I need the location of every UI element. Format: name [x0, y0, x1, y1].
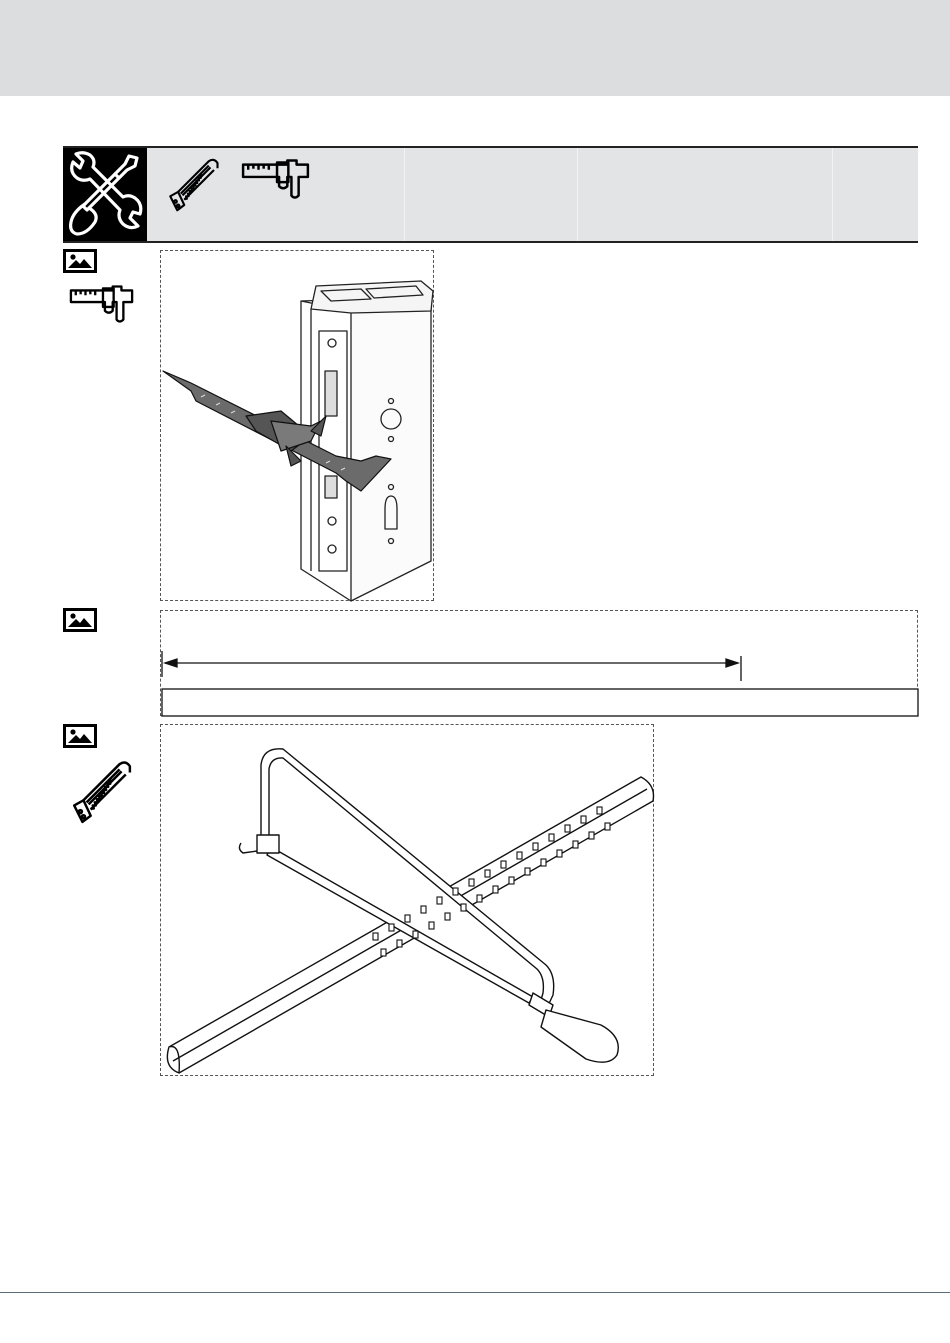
wrench-screwdriver-icon — [63, 148, 147, 241]
hacksaw-icon — [165, 156, 221, 212]
caliper-icon — [68, 283, 136, 325]
image-icon — [63, 608, 97, 632]
figure-cut-spindle — [160, 724, 654, 1076]
image-icon — [63, 249, 97, 273]
figure-measure-lock — [160, 250, 434, 601]
header-divider — [832, 148, 833, 241]
figure-spindle-dimension — [160, 610, 918, 716]
header-divider — [577, 148, 578, 241]
footer-rule — [0, 1292, 950, 1293]
page-top-band — [0, 0, 950, 96]
tools-header — [63, 146, 918, 243]
hacksaw-icon — [68, 758, 134, 824]
image-icon — [63, 724, 97, 748]
caliper-icon — [240, 157, 312, 201]
header-divider — [404, 148, 405, 241]
